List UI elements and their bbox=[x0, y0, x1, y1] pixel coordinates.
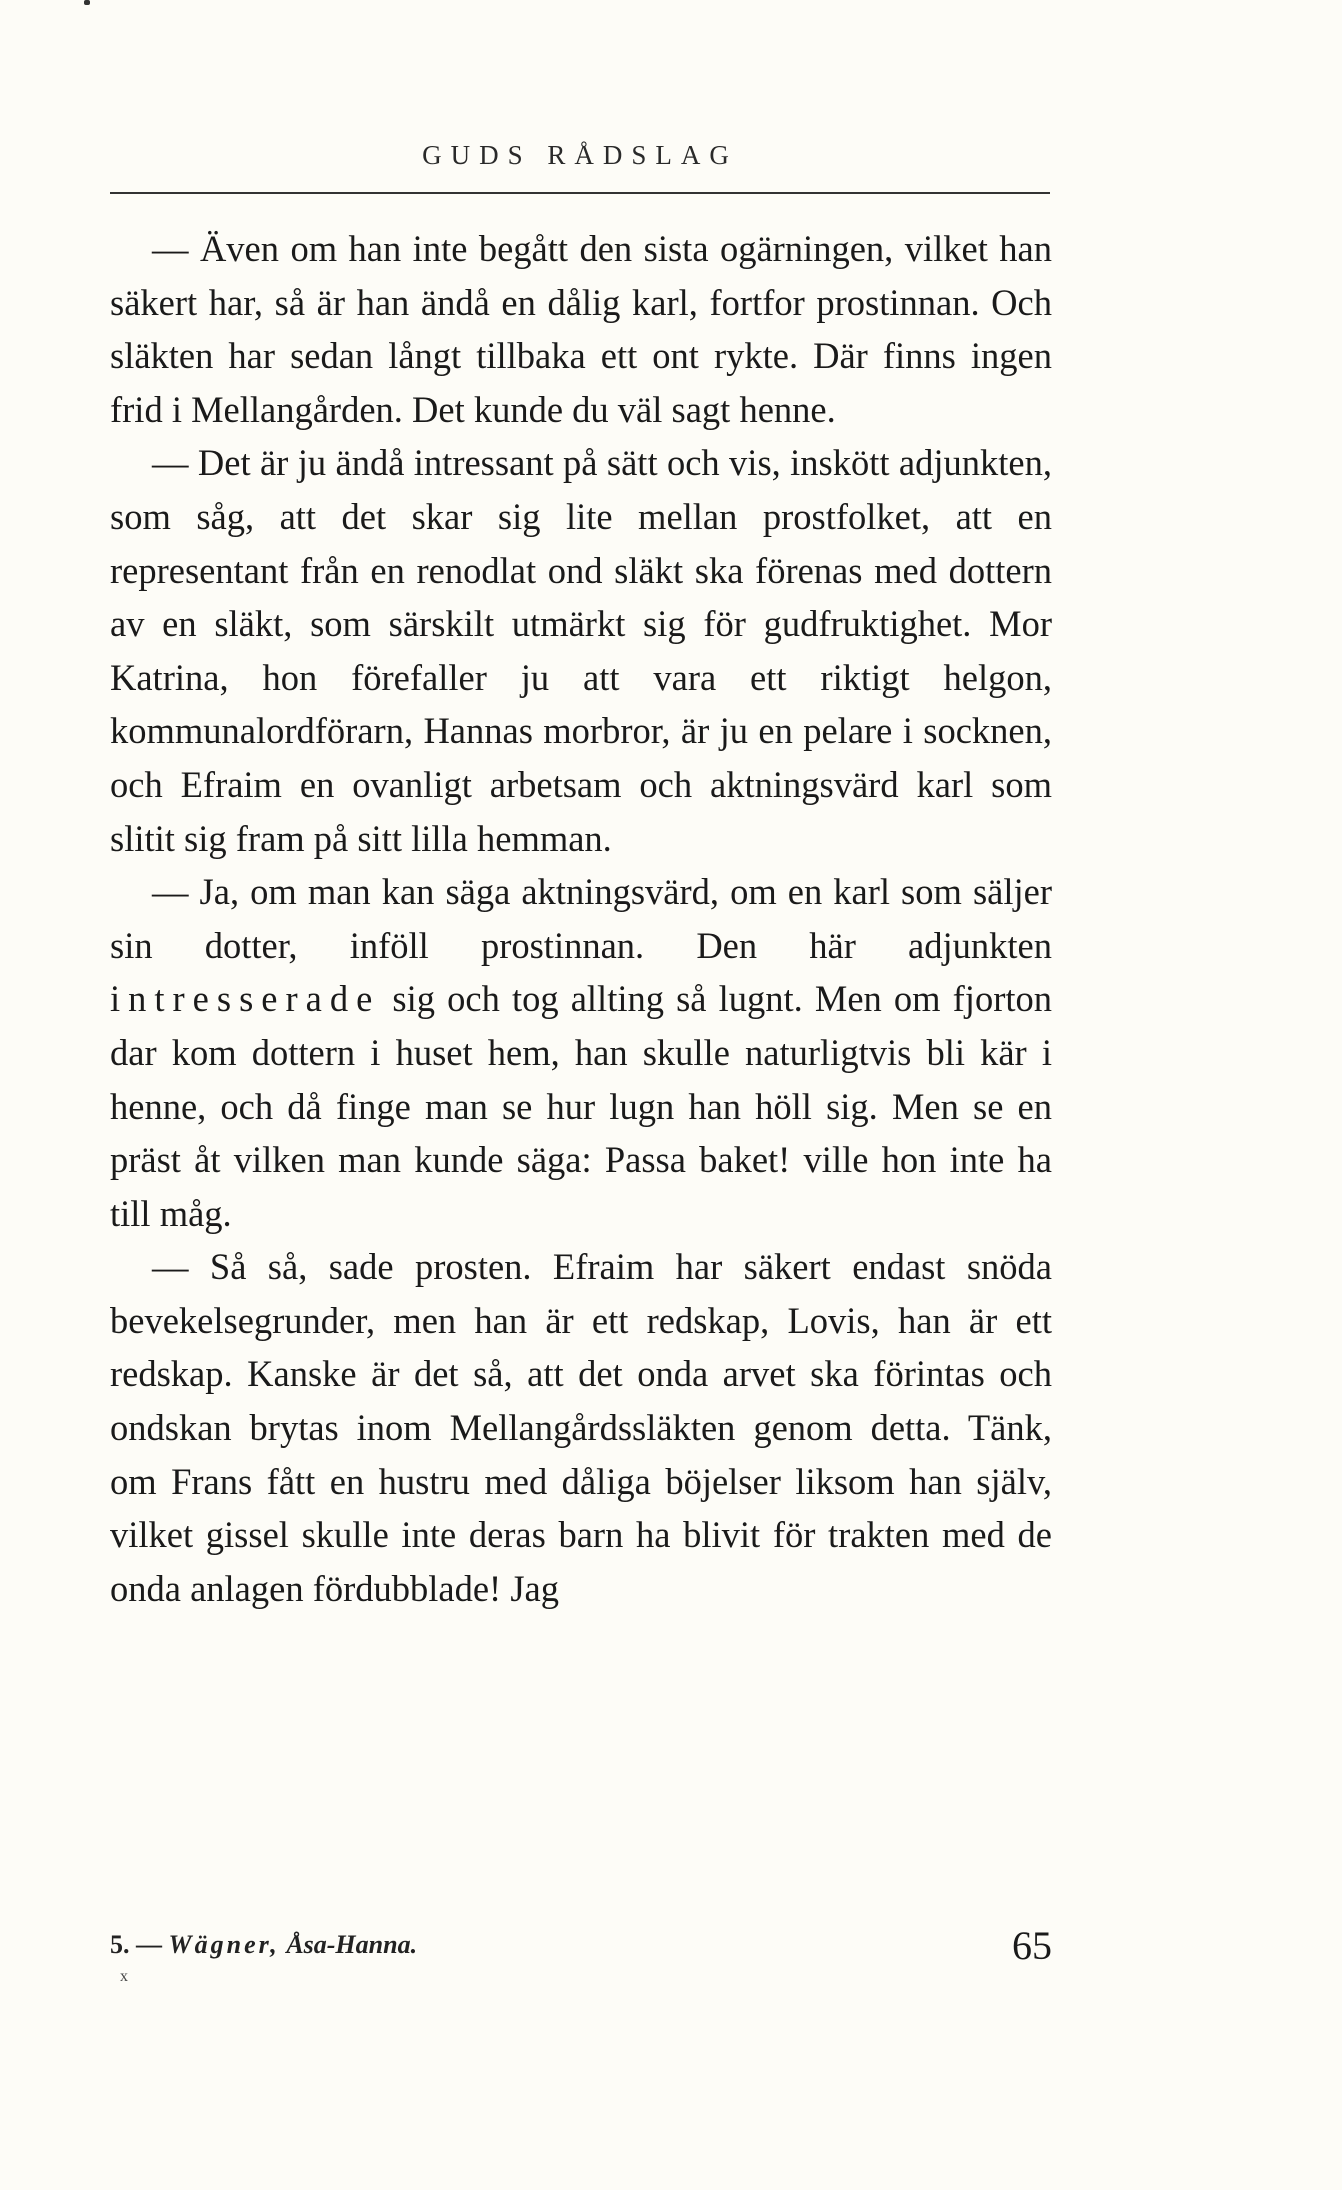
running-head: GUDS RÅDSLAG bbox=[422, 140, 738, 170]
signature-number: 5. bbox=[110, 1930, 130, 1959]
paragraph-3-emphasis: intresserade bbox=[110, 978, 381, 1020]
page-number: 65 bbox=[1012, 1923, 1052, 1968]
paragraph-4: — Så så, sade prosten. Efraim har säkert endast snöda bevekelsegrunder, men han är ett redskap, Lovis, han är ett redskap. Kanske är det så, att det onda arvet ska förintas och ondskan brytas inom Mellangårdssläkten genom detta. Tänk, om Frans fått en hustru med dåliga böjelser liksom han själv, vilket gissel skulle inte deras barn ha blivit för trakten med de onda anlagen fördubblade! Jag bbox=[110, 1246, 1052, 1609]
paragraph-3-text-after: sig och tog allting så lugnt. Men om fjorton dar kom dottern i huset hem, han skulle naturligtvis bli kär i henne, och då finge man se hur lugn han höll sig. Men se en präst åt vilken man kunde säga: Passa baket! ville hon inte ha till måg. bbox=[110, 978, 1052, 1234]
signature-dash: — bbox=[136, 1930, 162, 1959]
body-text bbox=[110, 222, 1052, 1615]
corner-ink-mark bbox=[84, 0, 90, 5]
signature-author: Wägner, bbox=[168, 1930, 280, 1959]
paragraph-2: — Det är ju ändå intressant på sätt och vis, inskött adjunkten, som såg, att det skar sig lite mellan prostfolket, att en representant från en renodlat ond släkt ska förenas med dottern av en släkt, som särskilt utmärkt sig för gudfruktighet. Mor Katrina, hon förefaller ju att vara ett riktigt helgon, kommunalordförarn, Hannas morbror, är ju en pelare i socknen, och Efraim en ovanligt arbetsam och aktningsvärd karl som slitit sig fram på sitt lilla hemman. bbox=[110, 442, 1052, 859]
page-footer bbox=[110, 1922, 1052, 1982]
paragraph-3 bbox=[110, 865, 1052, 1240]
paragraph-1: — Även om han inte begått den sista ogärningen, vilket han säkert har, så är han ändå en dålig karl, fortfor prostinnan. Och släkten har sedan långt tillbaka ett ont rykte. Där finns ingen frid i Mellangården. Det kunde du väl sagt henne. bbox=[110, 228, 1052, 430]
paragraph-3-text-before: — Ja, om man kan säga aktningsvärd, om en karl som säljer sin dotter, inföll prostinnan. Den här adjunkten bbox=[110, 871, 1052, 966]
header-rule bbox=[110, 192, 1050, 194]
small-mark: x bbox=[120, 1968, 128, 1985]
signature-title: Åsa-Hanna. bbox=[286, 1930, 418, 1959]
signature-mark bbox=[110, 1930, 417, 1960]
